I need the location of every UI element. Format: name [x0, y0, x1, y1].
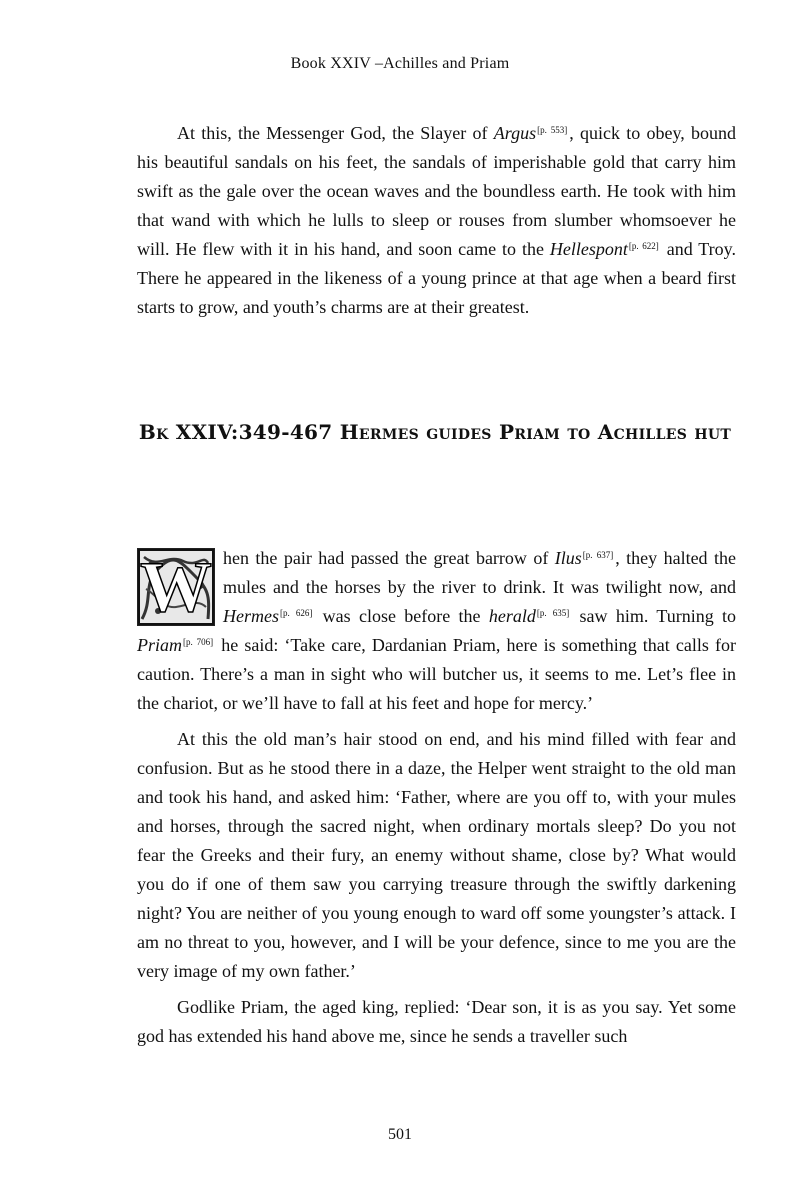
index-link-argus[interactable]: Argus — [493, 123, 537, 143]
index-link-ilus[interactable]: Ilus — [554, 548, 582, 568]
text-run: , quick to obey, bound his beautiful sandals on his feet, the sandals of imperishable gold that carry him swift as the gale over the ocean waves and the boundless earth. He took with him that wand with which he lulls to sleep or rouses from slumber whomsoever he will. He flew with it in his hand, and soon came to the — [137, 123, 736, 259]
index-link-herald[interactable]: herald — [488, 606, 536, 626]
text-run: hen the pair had passed the great barrow of — [223, 548, 555, 568]
text-run: and Troy. There he appeared in the likeness of a young prince at that age when a beard first starts to grow, and youth’s charms are at their greatest. — [137, 239, 736, 317]
drop-cap-ornament — [137, 548, 215, 626]
page-reference[interactable]: [p. 706] — [183, 637, 214, 647]
page-reference[interactable]: [p. 637] — [582, 550, 614, 560]
section-b-text — [137, 544, 736, 1051]
index-link-priam[interactable]: Priam — [137, 635, 182, 655]
page-number: 501 — [388, 1126, 412, 1143]
text-run: was close before the — [314, 606, 489, 626]
index-link-hermes[interactable]: Hermes — [223, 606, 279, 626]
paragraph — [137, 544, 736, 718]
page-reference[interactable]: [p. 622] — [628, 241, 659, 251]
text-run: he said: ‘Take care, Dardanian Priam, here is something that calls for caution. There’s a man in sight who will butcher us, it seems to me. Let’s flee in the chariot, or we’ll have to fall at his feet and hope for mercy.’ — [137, 635, 736, 713]
running-header: Book XXIV –Achilles and Priam — [290, 55, 510, 72]
paragraph — [137, 119, 736, 322]
page-reference[interactable]: [p. 626] — [280, 608, 313, 618]
text-run: At this, the Messenger God, the Slayer of — [177, 123, 494, 143]
index-link-hellespont[interactable]: Hellespont — [549, 239, 628, 259]
paragraph: Godlike Priam, the aged king, replied: ‘Dear son, it is as you say. Yet some god has extended his hand above me, since he sends a traveller such — [137, 997, 736, 1046]
page-reference[interactable]: [p. 635] — [536, 608, 570, 618]
text-run: saw him. Turning to — [571, 606, 737, 626]
section-a-text — [137, 119, 736, 322]
page-reference[interactable]: [p. 553] — [537, 125, 568, 135]
section-heading: Bk XXIV:349-467 Hermes guides Priam to Achilles hut — [138, 420, 732, 444]
drop-cap-letter: W — [140, 547, 212, 627]
text-run: , they halted the mules and the horses by the river to drink. It was twilight now, and — [223, 548, 736, 597]
paragraph: At this the old man’s hair stood on end, and his mind filled with fear and confusion. But as he stood there in a daze, the Helper went straight to the old man and took his hand, and asked him: ‘Father, where are you off to, with your mules and horses, through the sacred night, when ordinary mortals sleep? Do you not fear the Greeks and their fury, an enemy without shame, close by? What would you do if one of them saw you carrying treasure through the swiftly darkening night? You are neither of you young enough to ward off some youngster’s attack. I am no threat to you, however, and I will be your defence, since to me you are the very image of my own father.’ — [137, 729, 736, 981]
